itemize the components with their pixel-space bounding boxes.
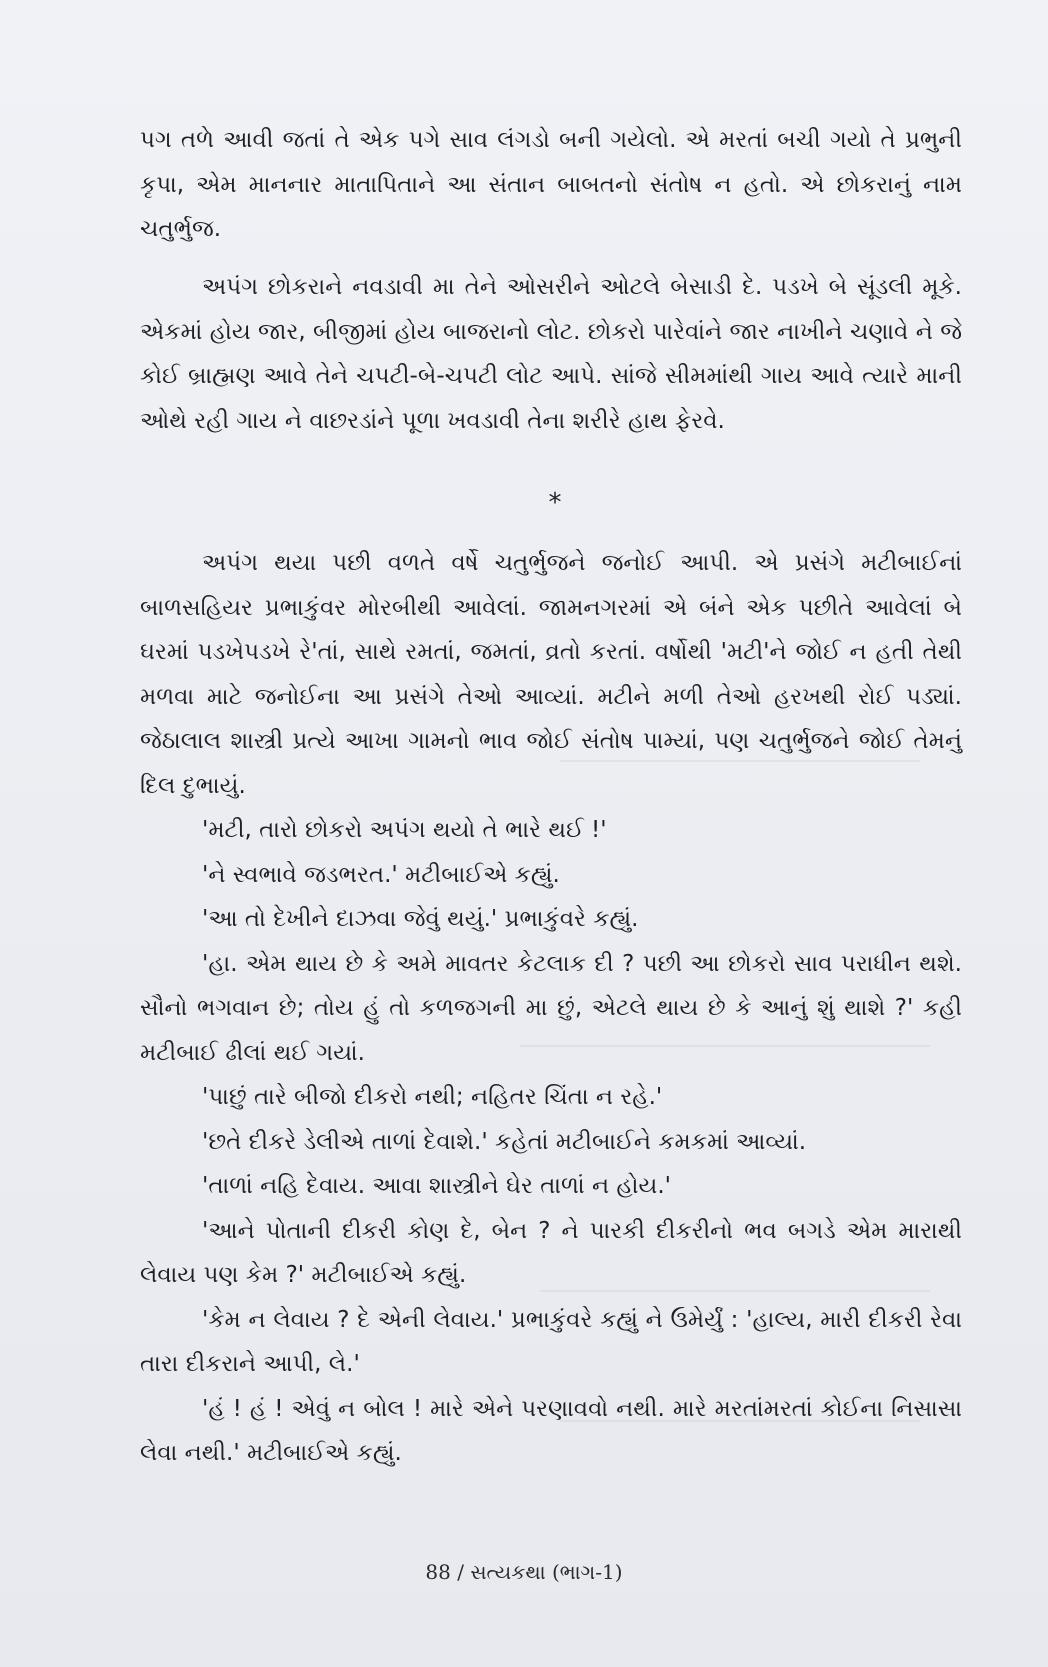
opening-paragraph-block [140,118,962,252]
dialogue-line: 'મટી, તારો છોકરો અપંગ થયો તે ભારે થઈ !' [202,817,607,843]
dialogue-line: 'હં ! હં ! એવું ન બોલ ! મારે એને પરણાવવો નથી. મારે મરતાંમરતાં કોઈના નિસાસા લેવા નથી.' મટીબાઈએ કહ્યું. [140,1395,962,1466]
main-paragraph: અપંગ થયા પછી વળતે વર્ષે ચતુર્ભુજને જનોઈ આપી. એ પ્રસંગે મટીબાઈનાં બાળસહિયર પ્રભાકુંવર મોરબીથી આવેલાં. જામનગરમાં એ બંને એક પછીતે આવેલાં બે ઘરમાં પડખેપડખે રે'તાં, સાથે રમતાં, જમતાં, વ્રતો કરતાં. વર્ષોથી 'મટી'ને જોઈ ન હતી તેથી મળવા માટે જનોઈના આ પ્રસંગે તેઓ આવ્યાં. મટીને મળી તેઓ હરખથી રોઈ પડ્યાં. જેઠાલાલ શાસ્ત્રી પ્રત્યે આખા ગામનો ભાવ જોઈ સંતોષ પામ્યાં, પણ ચતુર્ભુજને જોઈ તેમનું દિલ દુભાયું. [140,550,962,799]
dialogue-line: 'છતે દીકરે ડેલીએ તાળાં દેવાશે.' કહેતાં મટીબાઈને કમકમાં આવ્યાં. [202,1128,807,1155]
dialogue-line: 'પાછું તારે બીજો દીકરો નથી; નહિતર ચિંતા ન રહે.' [202,1084,663,1110]
section-separator: * [548,488,562,518]
dialogue-line: 'આને પોતાની દીકરી કોણ દે, બેન ? ને પારકી દીકરીનો ભવ બગડે એમ મારાથી લેવાય પણ કેમ ?' મટીબાઈએ કહ્યું. [140,1217,962,1288]
dialogue-line: 'તાળાં નહિ દેવાય. આવા શાસ્ત્રીને ઘેર તાળાં ન હોય.' [202,1173,671,1199]
dialogue-line: 'હા. એમ થાય છે કે અમે માવતર કેટલાક દી ? પછી આ છોકરો સાવ પરાધીન થશે. સૌનો ભગવાન છે; તોય હું તો કળજગની મા છું, એટલે થાય છે કે આનું શું થાશે ?' કહી મટીબાઈ ઢીલાં થઈ ગયાં. [140,950,962,1066]
dialogue-line: 'ને સ્વભાવે જડભરત.' મટીબાઈએ કહ્યું. [202,861,560,888]
dialogue-line: 'કેમ ન લેવાય ? દે એની લેવાય.' પ્રભાકુંવરે કહ્યું ને ઉમેર્યું : 'હાલ્ય, મારી દીકરી રેવા તારા દીકરાને આપી, લે.' [140,1306,962,1377]
second-paragraph-block [140,265,962,443]
opening-paragraph: પગ તળે આવી જતાં તે એક પગે સાવ લંગડો બની ગયેલો. એ મરતાં બચી ગયો તે પ્રભુની કૃપા, એમ માનનાર માતાપિતાને આ સંતાન બાબતનો સંતોષ ન હતો. એ છોકરાનું નામ ચતુર્ભુજ. [140,127,962,242]
second-paragraph: અપંગ છોકરાને નવડાવી મા તેને ઓસરીને ઓટલે બેસાડી દે. પડખે બે સૂંડલી મૂકે. એકમાં હોય જાર, બીજીમાં હોય બાજરાનો લોટ. છોકરો પારેવાંને જાર નાખીને ચણાવે ને જે કોઈ બ્રાહ્મણ આવે તેને ચપટી-બે-ચપટી લોટ આપે. સાંજે સીમમાંથી ગાય આવે ત્યારે માની ઓથે રહી ગાય ને વાછરડાંને પૂળા ખવડાવી તેના શરીરે હાથ ફેરવે. [140,274,962,434]
main-section [140,541,962,1476]
page-footer: 88 / સત્યકથા (ભાગ-1) [425,1560,623,1584]
dialogue-line: 'આ તો દેખીને દાઝવા જેવું થયું.' પ્રભાકુંવરે કહ્યું. [202,906,639,932]
